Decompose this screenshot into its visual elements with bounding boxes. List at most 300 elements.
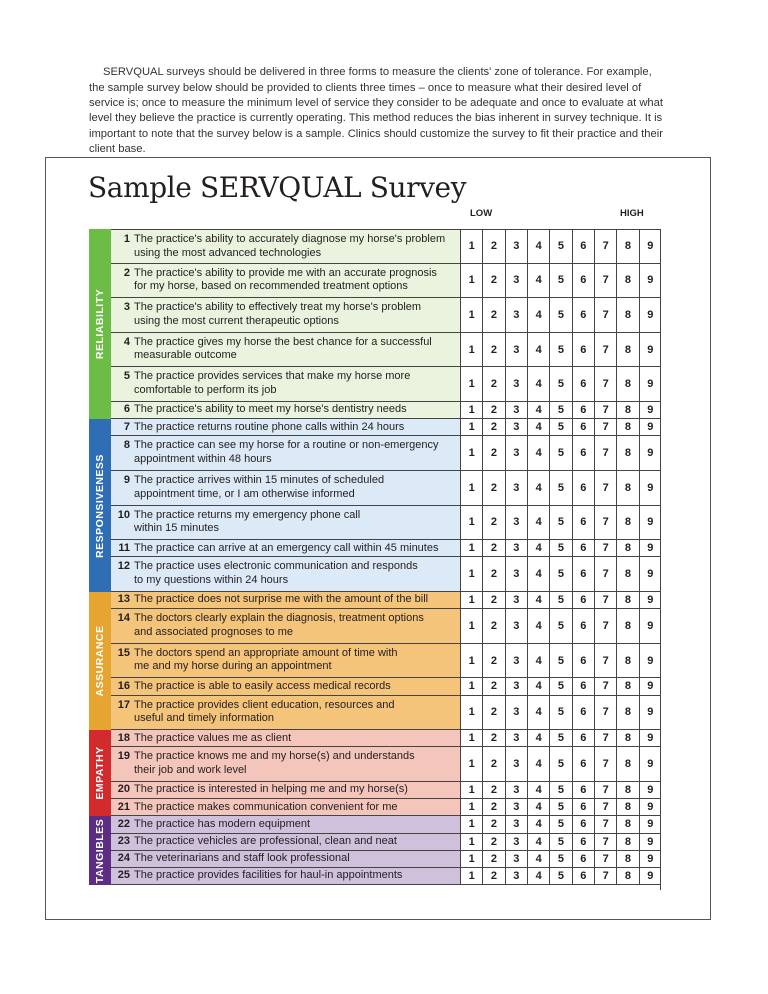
- rating-option-6[interactable]: 6: [573, 436, 595, 470]
- rating-option-7[interactable]: 7: [595, 419, 617, 435]
- rating-cells: [461, 644, 661, 678]
- statement: [111, 557, 461, 591]
- rating-option-3[interactable]: 3: [506, 506, 528, 540]
- rating-option-2[interactable]: 2: [483, 471, 505, 505]
- rating-option-8[interactable]: 8: [617, 644, 639, 678]
- rating-option-6[interactable]: 6: [573, 333, 595, 367]
- rating-option-2[interactable]: 2: [483, 402, 505, 418]
- category-label: RELIABILITY: [94, 288, 106, 360]
- rating-option-9[interactable]: 9: [647, 594, 654, 607]
- rating-option-8[interactable]: 8: [617, 696, 639, 730]
- rating-option-1[interactable]: 1: [461, 402, 483, 418]
- rating-option-1[interactable]: 1: [461, 834, 483, 850]
- rating-option-7[interactable]: 7: [595, 506, 617, 540]
- rating-cells: [461, 557, 661, 591]
- rating-option-2[interactable]: 2: [483, 419, 505, 435]
- rating-option-2[interactable]: 2: [483, 333, 505, 367]
- survey-row: [111, 644, 661, 679]
- item-text: The practice is interested in helping me and my horse(s): [134, 783, 408, 796]
- item-text: The practice provides facilities for haul-in appointments: [134, 869, 403, 882]
- rating-cells: [461, 834, 661, 850]
- rating-option-5[interactable]: 5: [550, 851, 572, 867]
- item-text: The practice does not surprise me with the amount of the bill: [134, 593, 429, 606]
- rating-option-4[interactable]: 4: [528, 868, 550, 884]
- rating-option-2[interactable]: 2: [483, 816, 505, 832]
- rating-option-9[interactable]: 9: [647, 619, 654, 632]
- rating-option-7[interactable]: 7: [595, 816, 617, 832]
- rating-option-4[interactable]: 4: [528, 730, 550, 746]
- rating-option-4[interactable]: 4: [528, 851, 550, 867]
- rating-option-4[interactable]: 4: [528, 609, 550, 643]
- item-text: The practice can see my horse for a routine or non-emergency appointment within 48 hours: [134, 439, 439, 465]
- rating-option-4[interactable]: 4: [528, 298, 550, 332]
- rating-option-2[interactable]: 2: [483, 557, 505, 591]
- item-text: The practice can arrive at an emergency call within 45 minutes: [134, 541, 439, 554]
- rating-option-6[interactable]: 6: [573, 557, 595, 591]
- rating-option-6[interactable]: 6: [573, 298, 595, 332]
- rating-option-8[interactable]: 8: [617, 506, 639, 540]
- rating-option-1[interactable]: 1: [461, 436, 483, 470]
- item-number: 18: [117, 731, 130, 744]
- rating-option-7[interactable]: 7: [595, 834, 617, 850]
- rating-option-1[interactable]: 1: [461, 678, 483, 694]
- rating-option-4[interactable]: 4: [528, 782, 550, 798]
- rating-option-9[interactable]: 9: [647, 378, 654, 391]
- item-number: 23: [117, 834, 130, 847]
- rating-option-9[interactable]: 9: [647, 404, 654, 417]
- rating-option-1[interactable]: 1: [461, 782, 483, 798]
- rating-option-8[interactable]: 8: [617, 367, 639, 401]
- rating-option-2[interactable]: 2: [483, 696, 505, 730]
- rating-option-1[interactable]: 1: [461, 592, 483, 608]
- rating-option-6[interactable]: 6: [573, 592, 595, 608]
- rating-option-5[interactable]: 5: [550, 367, 572, 401]
- rating-option-9[interactable]: 9: [647, 274, 654, 287]
- category-band-assurance: [89, 592, 111, 730]
- survey-row: [111, 557, 661, 592]
- statement: [111, 816, 461, 832]
- rating-cells: [461, 678, 661, 694]
- rating-option-5[interactable]: 5: [550, 264, 572, 298]
- rating-option-7[interactable]: 7: [595, 747, 617, 781]
- rating-option-5[interactable]: 5: [550, 402, 572, 418]
- rating-option-8[interactable]: 8: [617, 540, 639, 556]
- rating-cells: [461, 436, 661, 470]
- item-text: The practice provides services that make my horse more comfortable to perform its job: [134, 370, 411, 396]
- rating-option-7[interactable]: 7: [595, 367, 617, 401]
- rating-cells: [461, 471, 661, 505]
- rating-option-3[interactable]: 3: [506, 471, 528, 505]
- rating-option-8[interactable]: 8: [617, 557, 639, 591]
- scale-high-label: HIGH: [620, 208, 644, 219]
- rating-option-3[interactable]: 3: [506, 264, 528, 298]
- rating-option-1[interactable]: 1: [461, 609, 483, 643]
- rating-option-1[interactable]: 1: [461, 230, 483, 263]
- rating-option-4[interactable]: 4: [528, 419, 550, 435]
- rating-option-8[interactable]: 8: [617, 868, 639, 884]
- rating-option-7[interactable]: 7: [595, 557, 617, 591]
- survey-row: [111, 609, 661, 644]
- rating-option-5[interactable]: 5: [550, 333, 572, 367]
- rating-option-6[interactable]: 6: [573, 747, 595, 781]
- rating-option-4[interactable]: 4: [528, 696, 550, 730]
- rating-option-2[interactable]: 2: [483, 834, 505, 850]
- rating-option-3[interactable]: 3: [506, 333, 528, 367]
- rating-option-3[interactable]: 3: [506, 868, 528, 884]
- statement: [111, 436, 461, 470]
- statement: [111, 506, 461, 540]
- rating-option-5[interactable]: 5: [550, 782, 572, 798]
- item-text: The practice's ability to provide me with an accurate prognosis for my horse, based on recommended treatment options: [134, 266, 437, 293]
- rating-option-7[interactable]: 7: [595, 678, 617, 694]
- item-number: 17: [117, 698, 130, 711]
- rating-option-5[interactable]: 5: [550, 644, 572, 678]
- rating-option-9[interactable]: 9: [647, 343, 654, 356]
- rating-option-5[interactable]: 5: [550, 230, 572, 263]
- rating-option-6[interactable]: 6: [573, 264, 595, 298]
- rating-option-5[interactable]: 5: [550, 557, 572, 591]
- rating-option-3[interactable]: 3: [506, 696, 528, 730]
- rating-option-3[interactable]: 3: [506, 816, 528, 832]
- rating-option-9[interactable]: 9: [647, 516, 654, 529]
- rating-option-4[interactable]: 4: [528, 333, 550, 367]
- rating-option-3[interactable]: 3: [506, 419, 528, 435]
- survey-row: [111, 264, 661, 299]
- rating-cells: [461, 230, 661, 263]
- rating-option-8[interactable]: 8: [617, 609, 639, 643]
- rating-option-7[interactable]: 7: [595, 402, 617, 418]
- rating-option-9[interactable]: 9: [647, 447, 654, 460]
- rating-option-7[interactable]: 7: [595, 540, 617, 556]
- category-label: RESPONSIVENESS: [94, 453, 106, 558]
- item-text: The practice's ability to accurately diagnose my horse's problem using the most advanced technologies: [134, 233, 446, 259]
- rating-option-4[interactable]: 4: [528, 540, 550, 556]
- rating-option-7[interactable]: 7: [595, 333, 617, 367]
- rating-option-5[interactable]: 5: [550, 471, 572, 505]
- rating-option-1[interactable]: 1: [461, 730, 483, 746]
- rating-option-1[interactable]: 1: [461, 471, 483, 505]
- rating-option-2[interactable]: 2: [483, 799, 505, 815]
- rating-option-9[interactable]: 9: [647, 758, 654, 771]
- rating-option-4[interactable]: 4: [528, 402, 550, 418]
- rating-option-7[interactable]: 7: [595, 436, 617, 470]
- rating-option-2[interactable]: 2: [483, 851, 505, 867]
- rating-cells: [461, 264, 661, 298]
- rating-option-6[interactable]: 6: [573, 419, 595, 435]
- item-number: 10: [117, 508, 130, 521]
- item-number: 21: [117, 800, 130, 813]
- item-number: 6: [123, 403, 130, 416]
- rating-option-7[interactable]: 7: [595, 782, 617, 798]
- rating-option-5[interactable]: 5: [550, 747, 572, 781]
- rating-option-2[interactable]: 2: [483, 264, 505, 298]
- rating-option-5[interactable]: 5: [550, 834, 572, 850]
- rating-option-7[interactable]: 7: [595, 298, 617, 332]
- rating-option-8[interactable]: 8: [617, 851, 639, 867]
- rating-option-9[interactable]: 9: [647, 870, 654, 883]
- rating-option-6[interactable]: 6: [573, 506, 595, 540]
- rating-option-3[interactable]: 3: [506, 678, 528, 694]
- rating-option-1[interactable]: 1: [461, 696, 483, 730]
- rating-option-5[interactable]: 5: [550, 696, 572, 730]
- rating-option-5[interactable]: 5: [550, 419, 572, 435]
- statement: [111, 868, 461, 884]
- rating-option-9[interactable]: 9: [647, 818, 654, 831]
- rating-option-4[interactable]: 4: [528, 367, 550, 401]
- rating-option-8[interactable]: 8: [617, 730, 639, 746]
- item-text: The practice returns my emergency phone call within 15 minutes: [134, 508, 361, 535]
- rating-option-9[interactable]: 9: [647, 654, 654, 667]
- rating-option-1[interactable]: 1: [461, 333, 483, 367]
- rating-option-8[interactable]: 8: [617, 747, 639, 781]
- rating-option-4[interactable]: 4: [528, 747, 550, 781]
- rating-option-1[interactable]: 1: [461, 747, 483, 781]
- item-number: 14: [117, 612, 130, 625]
- rating-option-3[interactable]: 3: [506, 851, 528, 867]
- rating-option-3[interactable]: 3: [506, 782, 528, 798]
- rating-option-2[interactable]: 2: [483, 609, 505, 643]
- rating-option-4[interactable]: 4: [528, 506, 550, 540]
- rating-cells: [461, 506, 661, 540]
- rating-option-4[interactable]: 4: [528, 799, 550, 815]
- rating-option-8[interactable]: 8: [617, 782, 639, 798]
- rating-option-4[interactable]: 4: [528, 644, 550, 678]
- rating-option-8[interactable]: 8: [617, 230, 639, 263]
- rating-option-4[interactable]: 4: [528, 816, 550, 832]
- rating-option-5[interactable]: 5: [550, 592, 572, 608]
- rating-option-1[interactable]: 1: [461, 851, 483, 867]
- rating-option-6[interactable]: 6: [573, 851, 595, 867]
- survey-row: [111, 506, 661, 541]
- rating-option-3[interactable]: 3: [506, 799, 528, 815]
- rating-option-6[interactable]: 6: [573, 678, 595, 694]
- item-text: The practice uses electronic communication and responds to my questions within 24 hours: [134, 560, 418, 586]
- rating-option-9[interactable]: 9: [647, 732, 654, 745]
- rating-option-7[interactable]: 7: [595, 609, 617, 643]
- survey-row: [111, 298, 661, 333]
- rating-option-2[interactable]: 2: [483, 230, 505, 263]
- rating-option-6[interactable]: 6: [573, 799, 595, 815]
- rating-option-7[interactable]: 7: [595, 730, 617, 746]
- rating-option-1[interactable]: 1: [461, 816, 483, 832]
- item-number: 24: [117, 852, 130, 865]
- rating-option-7[interactable]: 7: [595, 230, 617, 263]
- rating-option-2[interactable]: 2: [483, 782, 505, 798]
- rating-option-7[interactable]: 7: [595, 851, 617, 867]
- rating-cells: [461, 747, 661, 781]
- rating-option-5[interactable]: 5: [550, 540, 572, 556]
- rating-option-5[interactable]: 5: [550, 506, 572, 540]
- rating-cells: [461, 367, 661, 401]
- rating-option-1[interactable]: 1: [461, 419, 483, 435]
- survey-row: [111, 747, 661, 782]
- rating-option-7[interactable]: 7: [595, 799, 617, 815]
- statement: [111, 799, 461, 815]
- rating-option-3[interactable]: 3: [506, 834, 528, 850]
- rating-option-9[interactable]: 9: [647, 240, 654, 253]
- rating-option-5[interactable]: 5: [550, 436, 572, 470]
- rating-option-6[interactable]: 6: [573, 868, 595, 884]
- statement: [111, 264, 461, 298]
- rating-option-6[interactable]: 6: [573, 402, 595, 418]
- rating-option-8[interactable]: 8: [617, 298, 639, 332]
- rating-option-6[interactable]: 6: [573, 730, 595, 746]
- rating-option-4[interactable]: 4: [528, 834, 550, 850]
- item-text: The practice has modern equipment: [134, 817, 311, 830]
- item-text: The practice is able to easily access medical records: [134, 679, 391, 692]
- rating-option-3[interactable]: 3: [506, 644, 528, 678]
- rating-option-6[interactable]: 6: [573, 834, 595, 850]
- item-text: The practice gives my horse the best chance for a successful measurable outcome: [134, 335, 432, 362]
- rating-cells: [461, 851, 661, 867]
- rating-option-8[interactable]: 8: [617, 592, 639, 608]
- rating-option-4[interactable]: 4: [528, 264, 550, 298]
- rating-option-8[interactable]: 8: [617, 264, 639, 298]
- rating-option-2[interactable]: 2: [483, 436, 505, 470]
- rating-option-8[interactable]: 8: [617, 678, 639, 694]
- statement: [111, 696, 461, 730]
- rating-option-6[interactable]: 6: [573, 782, 595, 798]
- rating-option-5[interactable]: 5: [550, 816, 572, 832]
- rating-option-9[interactable]: 9: [647, 481, 654, 494]
- item-text: The practice provides client education, resources and useful and timely information: [134, 698, 395, 725]
- rating-option-1[interactable]: 1: [461, 506, 483, 540]
- rating-option-6[interactable]: 6: [573, 696, 595, 730]
- rating-option-9[interactable]: 9: [647, 308, 654, 321]
- rating-option-8[interactable]: 8: [617, 402, 639, 418]
- rating-option-5[interactable]: 5: [550, 609, 572, 643]
- rating-option-3[interactable]: 3: [506, 540, 528, 556]
- item-number: 1: [123, 233, 130, 245]
- rating-cells: [461, 868, 661, 884]
- rating-option-3[interactable]: 3: [506, 298, 528, 332]
- rating-cells: [461, 298, 661, 332]
- rating-option-9[interactable]: 9: [647, 801, 654, 814]
- rating-option-9[interactable]: 9: [647, 421, 654, 434]
- survey-row: [111, 436, 661, 471]
- statement: [111, 367, 461, 401]
- rating-option-4[interactable]: 4: [528, 557, 550, 591]
- rating-option-6[interactable]: 6: [573, 471, 595, 505]
- rating-option-3[interactable]: 3: [506, 747, 528, 781]
- rating-option-8[interactable]: 8: [617, 419, 639, 435]
- item-number: 22: [117, 817, 130, 830]
- rating-option-1[interactable]: 1: [461, 799, 483, 815]
- survey-row: [111, 402, 661, 419]
- rating-option-9[interactable]: 9: [647, 784, 654, 797]
- rating-option-6[interactable]: 6: [573, 644, 595, 678]
- statement: [111, 333, 461, 367]
- rating-option-9[interactable]: 9: [647, 680, 654, 693]
- rating-option-8[interactable]: 8: [617, 471, 639, 505]
- statement: [111, 678, 461, 694]
- category-band-empathy: [89, 730, 111, 816]
- rating-option-3[interactable]: 3: [506, 402, 528, 418]
- rating-option-3[interactable]: 3: [506, 609, 528, 643]
- rating-option-2[interactable]: 2: [483, 367, 505, 401]
- rating-option-5[interactable]: 5: [550, 868, 572, 884]
- rating-option-8[interactable]: 8: [617, 333, 639, 367]
- rating-option-1[interactable]: 1: [461, 540, 483, 556]
- rating-option-6[interactable]: 6: [573, 540, 595, 556]
- statement: [111, 471, 461, 505]
- rating-option-7[interactable]: 7: [595, 644, 617, 678]
- rating-option-1[interactable]: 1: [461, 298, 483, 332]
- rating-option-2[interactable]: 2: [483, 868, 505, 884]
- rating-option-7[interactable]: 7: [595, 696, 617, 730]
- rating-option-9[interactable]: 9: [647, 568, 654, 581]
- rating-option-3[interactable]: 3: [506, 436, 528, 470]
- rating-option-5[interactable]: 5: [550, 799, 572, 815]
- rating-option-9[interactable]: 9: [647, 706, 654, 719]
- rating-option-5[interactable]: 5: [550, 730, 572, 746]
- rating-option-8[interactable]: 8: [617, 834, 639, 850]
- rating-option-7[interactable]: 7: [595, 868, 617, 884]
- rating-option-4[interactable]: 4: [528, 230, 550, 263]
- rating-option-2[interactable]: 2: [483, 592, 505, 608]
- rating-option-4[interactable]: 4: [528, 678, 550, 694]
- rating-option-2[interactable]: 2: [483, 506, 505, 540]
- rating-option-1[interactable]: 1: [461, 557, 483, 591]
- rating-option-9[interactable]: 9: [647, 542, 654, 555]
- rating-option-2[interactable]: 2: [483, 540, 505, 556]
- item-number: 5: [123, 370, 130, 383]
- statement: [111, 402, 461, 418]
- statement: [111, 592, 461, 608]
- rating-option-5[interactable]: 5: [550, 298, 572, 332]
- rating-option-1[interactable]: 1: [461, 868, 483, 884]
- rating-option-8[interactable]: 8: [617, 436, 639, 470]
- rating-option-4[interactable]: 4: [528, 592, 550, 608]
- rating-option-3[interactable]: 3: [506, 730, 528, 746]
- rating-option-4[interactable]: 4: [528, 436, 550, 470]
- item-text: The practice's ability to meet my horse's dentistry needs: [134, 403, 407, 416]
- rating-option-6[interactable]: 6: [573, 609, 595, 643]
- rating-option-5[interactable]: 5: [550, 678, 572, 694]
- survey-row: [111, 868, 661, 885]
- rating-option-4[interactable]: 4: [528, 471, 550, 505]
- rating-option-1[interactable]: 1: [461, 264, 483, 298]
- rating-option-9[interactable]: 9: [647, 852, 654, 865]
- category-band-reliability: [89, 229, 111, 419]
- rating-option-6[interactable]: 6: [573, 816, 595, 832]
- rating-option-2[interactable]: 2: [483, 644, 505, 678]
- statement: [111, 851, 461, 867]
- rating-option-2[interactable]: 2: [483, 298, 505, 332]
- rating-option-6[interactable]: 6: [573, 367, 595, 401]
- rating-option-2[interactable]: 2: [483, 747, 505, 781]
- rating-option-3[interactable]: 3: [506, 557, 528, 591]
- rating-option-8[interactable]: 8: [617, 816, 639, 832]
- rating-option-6[interactable]: 6: [573, 230, 595, 263]
- rating-option-7[interactable]: 7: [595, 592, 617, 608]
- survey-table: [89, 229, 661, 890]
- rating-option-1[interactable]: 1: [461, 367, 483, 401]
- rating-option-2[interactable]: 2: [483, 678, 505, 694]
- rating-option-3[interactable]: 3: [506, 592, 528, 608]
- rating-option-1[interactable]: 1: [461, 644, 483, 678]
- item-number: 15: [117, 646, 130, 659]
- rating-option-9[interactable]: 9: [647, 835, 654, 848]
- item-text: The practice makes communication convenient for me: [134, 800, 398, 813]
- rating-option-3[interactable]: 3: [506, 230, 528, 263]
- rating-option-2[interactable]: 2: [483, 730, 505, 746]
- rating-option-8[interactable]: 8: [617, 799, 639, 815]
- rating-option-7[interactable]: 7: [595, 264, 617, 298]
- rating-option-3[interactable]: 3: [506, 367, 528, 401]
- item-text: The practice returns routine phone calls within 24 hours: [134, 420, 405, 433]
- rating-option-7[interactable]: 7: [595, 471, 617, 505]
